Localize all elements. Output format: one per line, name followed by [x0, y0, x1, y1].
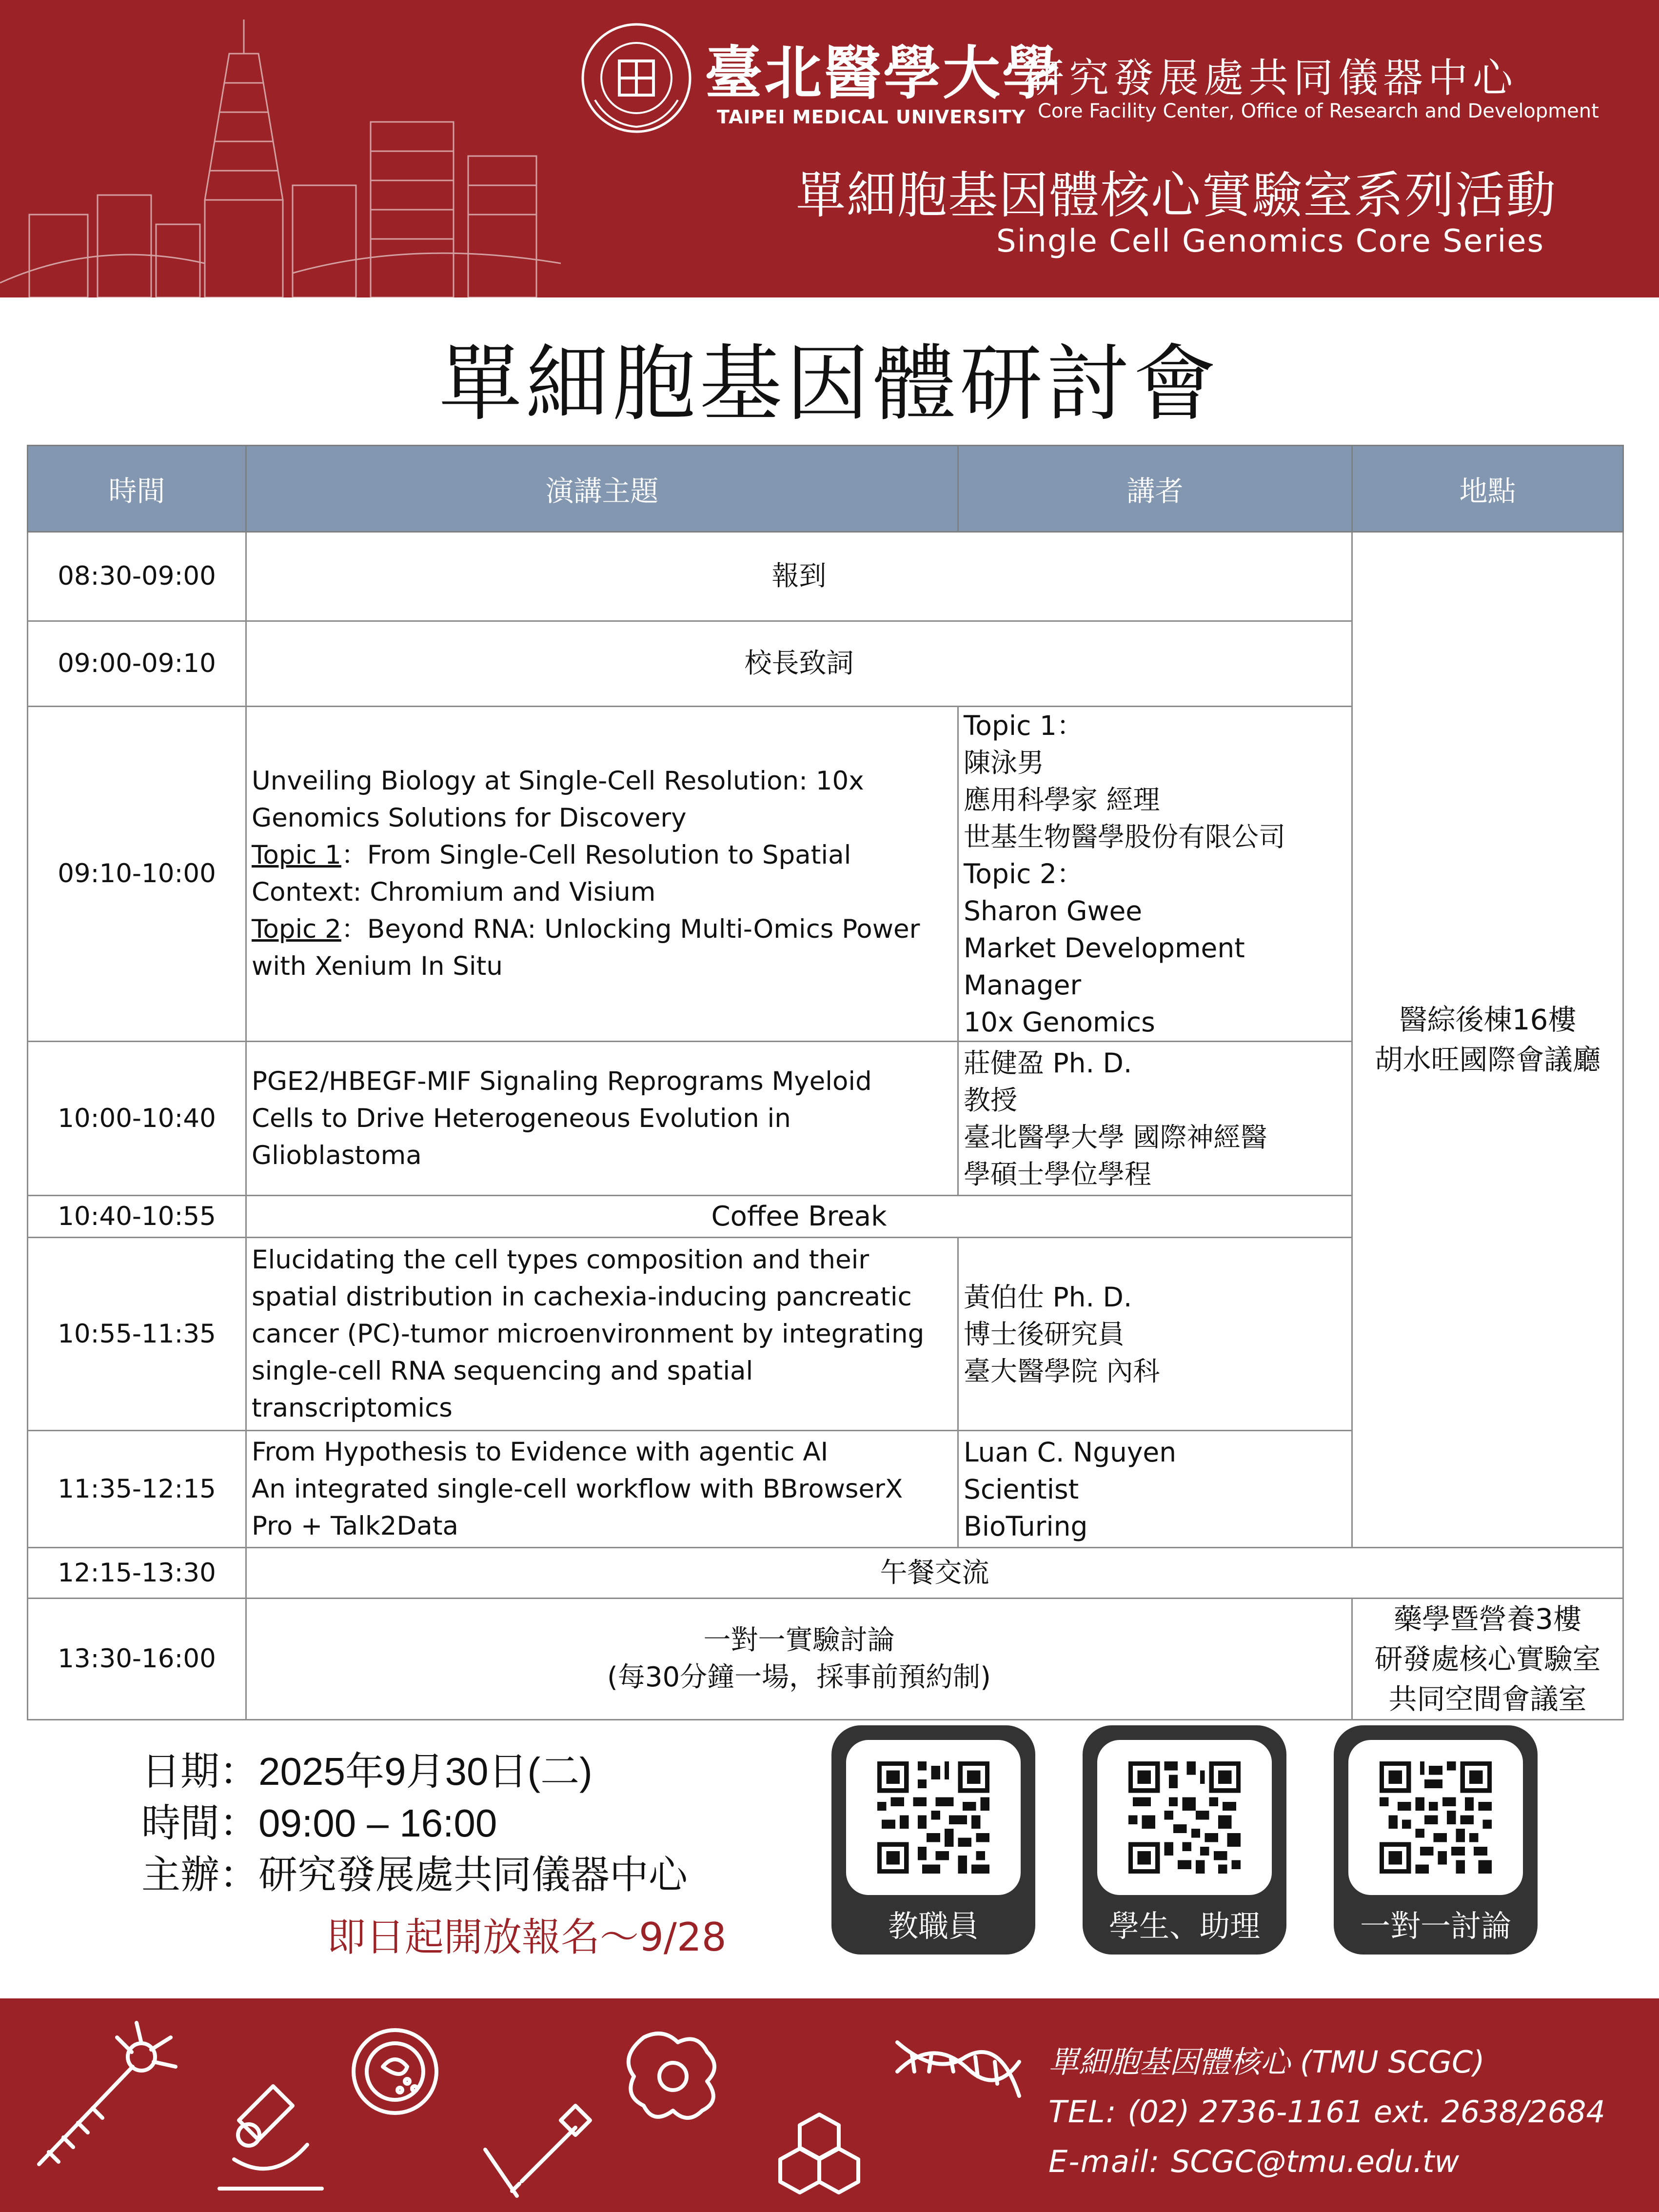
header-topic: 演講主題: [246, 446, 958, 532]
time-cell: 10:55-11:35: [28, 1238, 246, 1431]
qr-label: 一對一討論: [1360, 1908, 1511, 1944]
topic-line: Context: Chromium and Visium: [252, 877, 656, 907]
organizer-value: 研究發展處共同儀器中心: [258, 1852, 688, 1897]
session-title-line: 一對一實驗討論: [703, 1624, 895, 1656]
session-title: 午餐交流: [246, 1548, 1623, 1599]
session-title: [246, 1599, 1352, 1720]
cell-icon: [629, 2034, 714, 2118]
tmu-seal-logo: [580, 22, 692, 134]
topic-line: transcriptomics: [252, 1393, 453, 1423]
time-cell: 13:30-16:00: [28, 1599, 246, 1720]
qr-frame: [846, 1740, 1021, 1895]
topic1-label: Topic 1: [252, 840, 341, 870]
dna-icon: [897, 2042, 1019, 2096]
speaker-line: 黃伯仕 Ph. D.: [964, 1281, 1132, 1313]
date-label: 日期：: [141, 1749, 258, 1794]
qr-code-icon[interactable]: [1380, 1757, 1492, 1878]
speaker-line: 博士後研究員: [964, 1318, 1125, 1350]
speaker-line: 應用科學家 經理: [964, 784, 1160, 815]
contact-email: [1048, 2137, 1605, 2187]
qr-card-student[interactable]: [1083, 1725, 1286, 1955]
topic-line: [252, 911, 948, 948]
topic-line: Unveiling Biology at Single-Cell Resolution: 10x: [252, 766, 864, 796]
organizer-label: 主辦：: [141, 1852, 258, 1897]
speaker-line: BioTuring: [964, 1510, 1088, 1542]
contact-tel: [1048, 2087, 1605, 2137]
speaker-line: Market Development Manager: [964, 932, 1245, 1001]
topic-line: with Xenium In Situ: [252, 951, 503, 981]
topic-line: Elucidating the cell types composition and their: [252, 1244, 869, 1275]
time-row: [141, 1797, 688, 1849]
topic-line: Genomics Solutions for Discovery: [252, 803, 687, 833]
time-cell: 09:10-10:00: [28, 707, 246, 1042]
footer-banner: [0, 1998, 1659, 2212]
speaker-line: 世基生物醫學股份有限公司: [964, 821, 1286, 852]
speaker-cell: [958, 1238, 1352, 1431]
tel-value[interactable]: (02) 2736-1161 ext. 2638/2684: [1127, 2094, 1605, 2130]
header-speaker: 講者: [958, 446, 1352, 532]
table-row: [28, 1548, 1623, 1599]
email-link[interactable]: SCGC@tmu.edu.tw: [1170, 2144, 1460, 2179]
topic-line: spatial distribution in cachexia-inducing pancreatic: [252, 1282, 912, 1312]
time-cell: 08:30-09:00: [28, 532, 246, 621]
header-banner: [0, 0, 1659, 297]
speaker-line: Topic 2：: [964, 858, 1084, 889]
microscope-icon: [219, 2086, 322, 2189]
venue-afternoon: [1352, 1599, 1623, 1720]
qr-card-consultation[interactable]: [1334, 1725, 1538, 1955]
time-cell: 10:00-10:40: [28, 1042, 246, 1196]
science-icons-strip: [20, 1998, 1024, 2212]
topic1-text: ：From Single-Cell Resolution to Spatial: [341, 840, 851, 870]
series-title-chinese: 單細胞基因體核心實驗室系列活動: [796, 167, 1557, 225]
venue-line: 共同空間會議室: [1388, 1682, 1587, 1716]
topic2-label: Topic 2: [252, 914, 341, 944]
venue-line: 研發處核心實驗室: [1374, 1642, 1601, 1676]
qr-label: 教職員: [888, 1908, 979, 1944]
session-title-line: (每30分鐘一場，採事前預約制): [607, 1661, 991, 1693]
time-label: 時間：: [141, 1800, 258, 1846]
pipette-icon: [485, 2106, 590, 2196]
topic-line: Cells to Drive Heterogeneous Evolution in: [252, 1103, 791, 1133]
speaker-line: Scientist: [964, 1473, 1079, 1505]
topic-line: Pro + Talk2Data: [252, 1511, 458, 1541]
session-title: Coffee Break: [246, 1196, 1352, 1238]
qr-code-icon[interactable]: [1128, 1757, 1241, 1878]
venue-line: 藥學暨營養3樓: [1394, 1602, 1581, 1636]
time-value: 09:00 – 16:00: [258, 1801, 497, 1845]
email-label: E-mail:: [1048, 2144, 1171, 2179]
topic-cell: [246, 1238, 958, 1431]
university-name-english: TAIPEI MEDICAL UNIVERSITY: [717, 106, 1026, 128]
date-value: 2025年9月30日(二): [258, 1750, 592, 1793]
speaker-cell: [958, 1042, 1352, 1196]
date-row: [141, 1746, 688, 1797]
tel-label: TEL:: [1048, 2094, 1128, 2130]
page-title: 單細胞基因體研討會: [438, 336, 1220, 433]
topic-cell: [246, 1042, 958, 1196]
taipei-skyline-illustration: [0, 10, 561, 297]
topic-line: From Hypothesis to Evidence with agentic AI: [252, 1437, 829, 1467]
speaker-line: 莊健盈 Ph. D.: [964, 1047, 1132, 1079]
qr-card-faculty[interactable]: [831, 1725, 1035, 1955]
table-row: [28, 532, 1623, 621]
topic-cell: [246, 1431, 958, 1548]
header-venue: 地點: [1352, 446, 1623, 532]
session-title: 報到: [246, 532, 1352, 621]
speaker-line: Sharon Gwee: [964, 895, 1143, 927]
qr-frame: [1097, 1740, 1272, 1895]
time-cell: 12:15-13:30: [28, 1548, 246, 1599]
venue-main: [1352, 532, 1623, 1548]
event-info: [141, 1746, 688, 1901]
time-cell: 11:35-12:15: [28, 1431, 246, 1548]
speaker-line: 臺北醫學大學 國際神經醫: [964, 1121, 1267, 1153]
schedule-table: [27, 445, 1624, 1720]
header-time: 時間: [28, 446, 246, 532]
speaker-line: Topic 1：: [964, 710, 1084, 741]
speaker-line: 學碩士學位學程: [964, 1158, 1152, 1190]
topic-line: cancer (PC)-tumor microenvironment by integrating: [252, 1319, 925, 1349]
speaker-line: 教授: [964, 1084, 1018, 1116]
qr-label: 學生、助理: [1108, 1908, 1260, 1944]
speaker-cell: [958, 707, 1352, 1042]
speaker-cell: [958, 1431, 1352, 1548]
session-title: 校長致詞: [246, 621, 1352, 707]
registration-notice: 即日起開放報名～9/28: [327, 1915, 727, 1960]
petri-dish-icon: [354, 2030, 436, 2113]
organizer-row: [141, 1849, 688, 1901]
venue-line: 醫綜後棟16樓: [1399, 1003, 1577, 1036]
time-cell: 10:40-10:55: [28, 1196, 246, 1238]
center-name-chinese: 研究發展處共同儀器中心: [1024, 55, 1518, 101]
contact-block: [1048, 2037, 1605, 2187]
venue-line: 胡水旺國際會議廳: [1374, 1043, 1601, 1076]
neuron-icon: [39, 2023, 176, 2164]
speaker-line: 臺大醫學院 內科: [964, 1355, 1160, 1387]
topic-cell: [246, 707, 958, 1042]
university-name-chinese: 臺北醫學大學: [705, 39, 1062, 107]
time-cell: 09:00-09:10: [28, 621, 246, 707]
speaker-line: 陳泳男: [964, 747, 1045, 778]
topic-line: An integrated single-cell workflow with BBrowserX: [252, 1474, 903, 1504]
table-row: [28, 1599, 1623, 1720]
speaker-line: 10x Genomics: [964, 1007, 1155, 1038]
topic-line: Glioblastoma: [252, 1140, 422, 1170]
qr-code-icon[interactable]: [877, 1757, 989, 1878]
qr-frame: [1348, 1740, 1523, 1895]
center-name-english: Core Facility Center, Office of Research and Development: [1038, 100, 1599, 122]
topic-line: PGE2/HBEGF-MIF Signaling Reprograms Myeloid: [252, 1066, 872, 1096]
molecule-icon: [780, 2114, 858, 2192]
topic-line: single-cell RNA sequencing and spatial: [252, 1356, 753, 1386]
series-title-english: Single Cell Genomics Core Series: [996, 223, 1544, 259]
topic2-text: ：Beyond RNA: Unlocking Multi-Omics Power: [341, 914, 920, 944]
contact-org: 單細胞基因體核心 (TMU SCGC): [1048, 2044, 1485, 2080]
speaker-line: Luan C. Nguyen: [964, 1436, 1177, 1468]
table-header-row: [28, 446, 1623, 532]
topic-line: [252, 837, 948, 874]
